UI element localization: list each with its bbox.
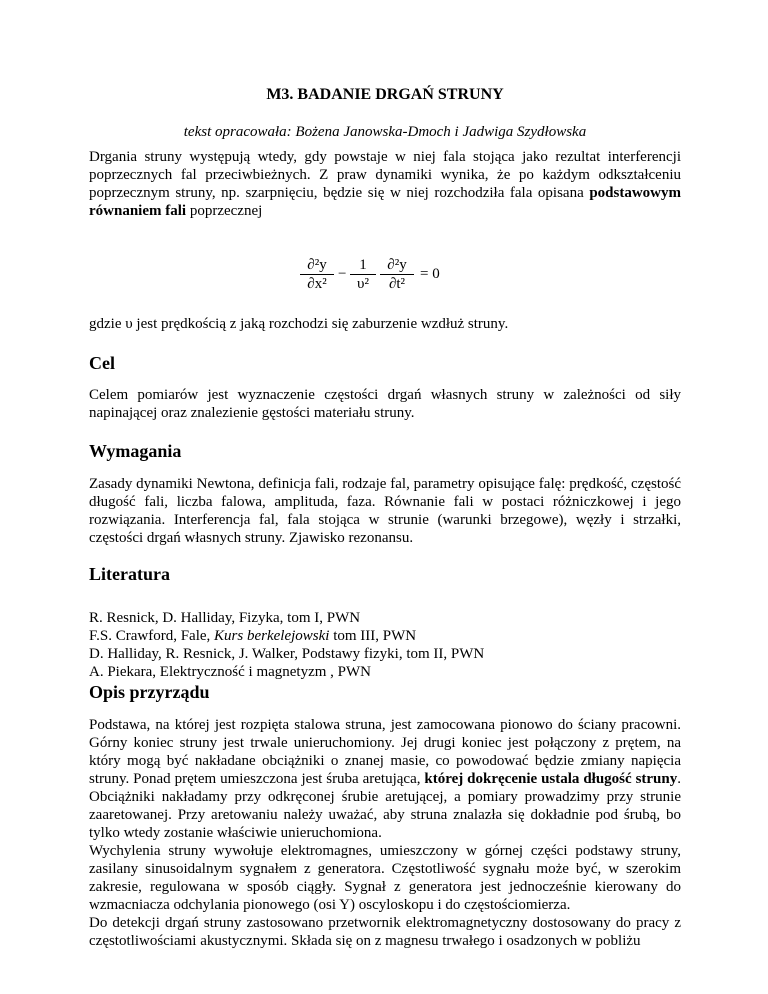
page-title: M3. BADANIE DRGAŃ STRUNY xyxy=(266,86,504,103)
opis-paragraph-2: Wychylenia struny wywołuje elektromagnes, umieszczony w górnej części podstawy struny, zasilany sinusoidalnym sygnałem z generatora. Częstotliwość sygnału może być, w szerokim zakresie, regulowana w sposób ciągły. Sygnał z generatora jest jednocześnie kierowany do wzmacniacza odchylania pionowego (osi Y) oscyloskopu i do częstościomierza. xyxy=(89,843,681,913)
opis-paragraph-3: Do detekcji drgań struny zastosowano przetwornik elektromagnetyczny dostosowany do pracy z częstotliwościami akustycznymi. Składa się on z magnesu trwałego i osadzonych w pobliżu xyxy=(89,915,681,949)
heading-wymagania: Wymagania xyxy=(89,441,182,461)
fraction-d2y-dt2 xyxy=(380,256,414,293)
list-item xyxy=(89,627,681,645)
cel-paragraph: Celem pomiarów jest wyznaczenie częstości drgań własnych struny w zależności od siły napinającej oraz znalezienie gęstości materiału struny. xyxy=(89,387,681,421)
wymagania-paragraph: Zasady dynamiki Newtona, definicja fali, rodzaje fal, parametry opisujące falę: prędkość, częstość długość fali, liczba falowa, amplituda, faza. Równanie fali w postaci różniczkowej i jego rozwiązania. Interferencja fal, fala stojąca w strunie (warunki brzegowe), węzły i strzałki, częstości drgań własnych struny. Zjawisko rezonansu. xyxy=(89,476,681,546)
lit-item-italic: Kurs berkelejowski xyxy=(214,628,330,644)
eq-term2-denominator: υ² xyxy=(357,276,369,292)
heading-cel: Cel xyxy=(89,353,115,373)
heading-opis: Opis przyrządu xyxy=(89,682,210,702)
lit-item-post: tom III, PWN xyxy=(329,628,417,644)
authors-names: Bożena Janowska-Dmoch i Jadwiga Szydłowska xyxy=(295,124,587,140)
opis-p1-a: Podstawa, na której jest rozpięta stalowa struna, jest zamocowana pionowo do ściany pracowni. Górny koniec struny jest trwale unieruchomiony. Jej drugi koniec jest połączony z prętem, na który mogą być nakładane obciążniki o znanej masie, co powodować będzie zmiany napięcia struny. Ponad prętem umieszczona jest śruba aretująca, xyxy=(89,717,681,787)
intro-bold: podstawowym równaniem fali xyxy=(89,185,681,219)
list-item: D. Halliday, R. Resnick, J. Walker, Podstawy fizyki, tom II, PWN xyxy=(89,646,485,662)
heading-literatura: Literatura xyxy=(89,564,170,584)
authors-label: tekst opracowała xyxy=(183,124,287,140)
intro-text: Drgania struny występują wtedy, gdy powstaje w niej fala stojąca jako rezultat interferencji poprzecznych fal przeciwbieżnych. Z praw dynamiki wynika, że po każdym odkształceniu poprzecznym struny, np. szarpnięciu, będzie się w niej rozchodziła fala opisana xyxy=(89,149,681,201)
fraction-1-v2 xyxy=(350,256,376,293)
fraction-d2y-dx2 xyxy=(300,256,334,293)
list-item: R. Resnick, D. Halliday, Fizyka, tom I, PWN xyxy=(89,610,361,626)
opis-body xyxy=(89,716,681,950)
opis-p1-b: . Obciążniki nakładamy przy odkręconej śrubie aretującej, a pomiary prowadzimy przy strunie zaaretowanej. Przy aretowaniu należy uważać, aby struna znalazła się dokładnie pod śrubą, bo tylko wtedy zostanie właściwie unieruchomiona. xyxy=(89,771,681,841)
list-item: A. Piekara, Elektryczność i magnetyzm , PWN xyxy=(89,664,371,680)
literature-list xyxy=(89,609,681,681)
opis-paragraph-1 xyxy=(89,716,681,842)
velocity-definition xyxy=(89,315,681,333)
authors-line: tekst opracowała: Bożena Janowska-Dmoch i Jadwiga Szydłowska xyxy=(183,124,587,140)
opis-p1-bold: której dokręcenie ustala długość struny xyxy=(424,771,678,787)
eq-term2-numerator: 1 xyxy=(359,257,367,273)
eq-minus: − xyxy=(338,266,347,282)
eq-term1-denominator: ∂x² xyxy=(307,276,327,292)
eq-term3-numerator: ∂²y xyxy=(387,257,407,273)
velocity-symbol: υ xyxy=(125,316,133,332)
gdzie-post: jest prędkością z jaką rozchodzi się zaburzenie wzdłuż struny. xyxy=(132,316,509,332)
eq-rhs: = 0 xyxy=(420,266,440,282)
eq-term1-numerator: ∂²y xyxy=(307,257,327,273)
gdzie-pre: gdzie xyxy=(89,316,126,332)
lit-item-pre: F.S. Crawford, Fale, xyxy=(89,628,215,644)
intro-tail: poprzecznej xyxy=(186,203,263,219)
eq-term3-denominator: ∂t² xyxy=(388,276,406,292)
intro-paragraph xyxy=(89,148,681,220)
